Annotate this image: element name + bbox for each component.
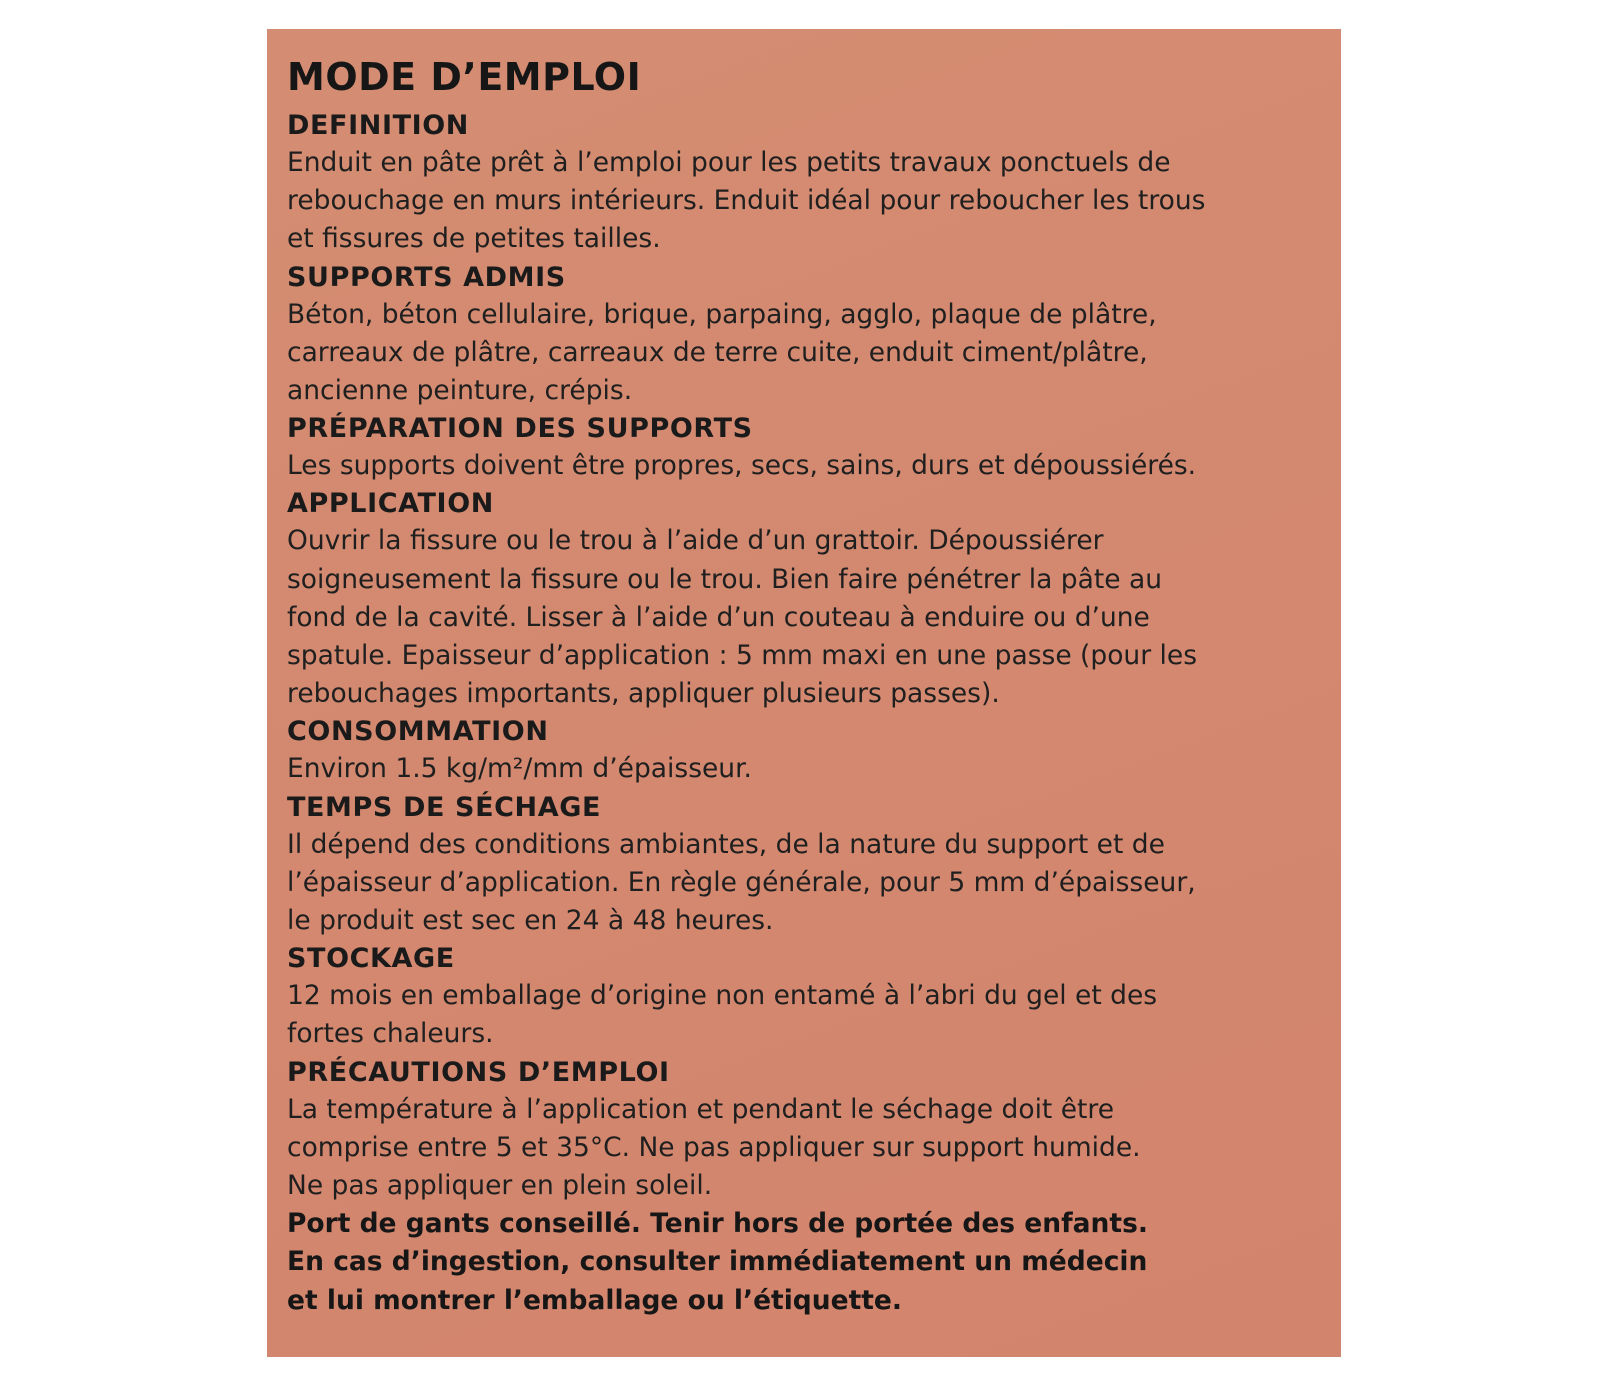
section-text-line: et fissures de petites tailles. — [287, 223, 661, 255]
section-precautions — [287, 1054, 1321, 1206]
section-temps-de-sechage — [287, 789, 1321, 941]
section-supports-admis — [287, 259, 1321, 411]
section-text-line: ancienne peinture, crépis. — [287, 375, 633, 407]
section-stockage — [287, 940, 1321, 1053]
section-text-line: Béton, béton cellulaire, brique, parpaing, agglo, plaque de plâtre, — [287, 298, 1157, 330]
section-application — [287, 485, 1321, 713]
section-text-line: le produit est sec en 24 à 48 heures. — [287, 905, 774, 937]
section-text-line: comprise entre 5 et 35°C. Ne pas appliquer sur support humide. — [287, 1131, 1141, 1163]
safety-warning — [287, 1205, 1321, 1320]
section-text-line: rebouchage en murs intérieurs. Enduit idéal pour reboucher les trous — [287, 185, 1206, 217]
section-heading: CONSOMMATION — [287, 716, 549, 748]
section-text-line: carreaux de plâtre, carreaux de terre cuite, enduit ciment/plâtre, — [287, 336, 1148, 368]
section-text-line: Les supports doivent être propres, secs, sains, durs et dépoussiérés. — [287, 450, 1197, 482]
section-heading: PRÉCAUTIONS D’EMPLOI — [287, 1056, 670, 1088]
section-preparation — [287, 410, 1321, 485]
section-definition — [287, 107, 1321, 259]
section-heading: SUPPORTS ADMIS — [287, 261, 566, 293]
warning-line: En cas d’ingestion, consulter immédiatement un médecin — [287, 1246, 1148, 1278]
section-text-line: fond de la cavité. Lisser à l’aide d’un couteau à enduire ou d’une — [287, 601, 1150, 633]
section-text-line: l’épaisseur d’application. En règle générale, pour 5 mm d’épaisseur, — [287, 866, 1196, 898]
section-text-line: La température à l’application et pendant le séchage doit être — [287, 1093, 1115, 1125]
section-text-line: soigneusement la fissure ou le trou. Bien faire pénétrer la pâte au — [287, 563, 1163, 595]
section-text-line: fortes chaleurs. — [287, 1018, 494, 1050]
section-heading: PRÉPARATION DES SUPPORTS — [287, 413, 753, 445]
section-text-line: Ouvrir la fissure ou le trou à l’aide d’un grattoir. Dépoussiérer — [287, 525, 1104, 557]
section-text-line: Il dépend des conditions ambiantes, de la nature du support et de — [287, 828, 1165, 860]
section-heading: STOCKAGE — [287, 943, 455, 975]
section-heading: TEMPS DE SÉCHAGE — [287, 791, 602, 823]
page-title: MODE D’EMPLOI — [287, 55, 642, 99]
instructions-panel — [267, 29, 1341, 1357]
section-consommation — [287, 713, 1321, 788]
section-text-line: spatule. Epaisseur d’application : 5 mm maxi en une passe (pour les — [287, 640, 1198, 672]
section-heading: APPLICATION — [287, 488, 494, 520]
section-text-line: 12 mois en emballage d’origine non entamé à l’abri du gel et des — [287, 980, 1158, 1012]
section-heading: DEFINITION — [287, 110, 470, 141]
warning-line: et lui montrer l’emballage ou l’étiquette. — [287, 1284, 902, 1316]
section-text-line: Enduit en pâte prêt à l’emploi pour les petits travaux ponctuels de — [287, 147, 1171, 178]
section-text-line: Ne pas appliquer en plein soleil. — [287, 1170, 713, 1202]
section-text-line: Environ 1.5 kg/m²/mm d’épaisseur. — [287, 753, 752, 785]
warning-line: Port de gants conseillé. Tenir hors de portée des enfants. — [287, 1208, 1148, 1240]
section-text-line: rebouchages importants, appliquer plusieurs passes). — [287, 678, 1000, 710]
